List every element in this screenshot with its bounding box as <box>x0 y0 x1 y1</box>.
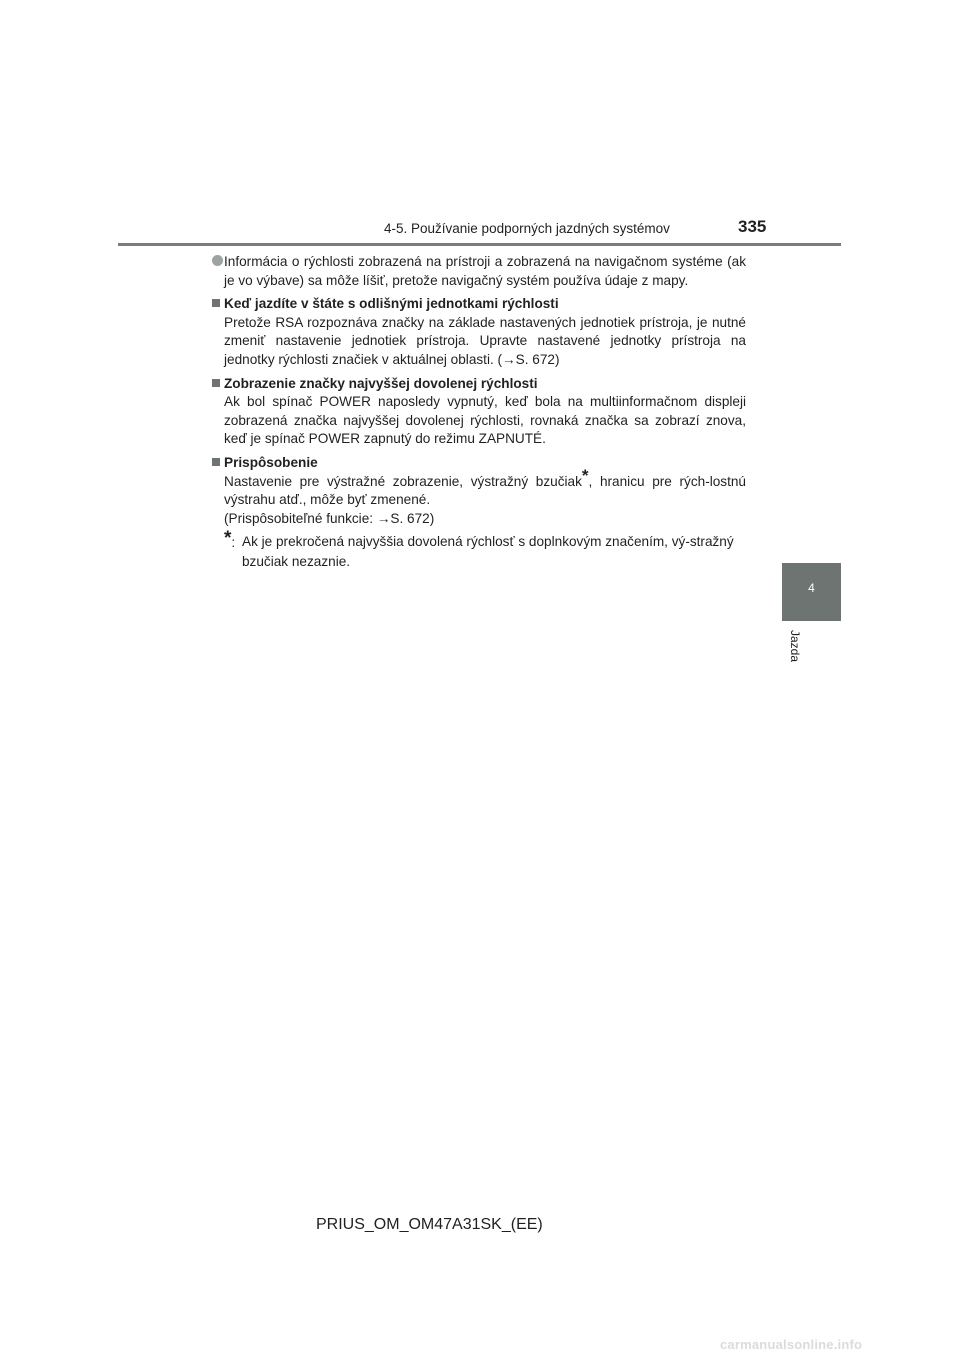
document-code: PRIUS_OM_OM47A31SK_(EE) <box>316 1216 543 1233</box>
section-body <box>224 465 746 510</box>
section-heading: Prispôsobenie <box>224 454 318 470</box>
chapter-label: Jazda <box>788 630 802 663</box>
section-display <box>212 375 746 449</box>
page-number: 335 <box>738 217 767 236</box>
body-part-2: , hranicu pre rých-lostnú výstrahu atď., môže byť zmenené. <box>224 473 746 508</box>
section-body: Ak bol spínač POWER naposledy vypnutý, keď bola na multiinformačnom displeji zobrazená značka najvyššej dovolenej rýchlosti, rovnaká značka sa zobrazí znova, keď je spínač POWER zapnutý do režimu ZAPNUTÉ. <box>224 394 746 447</box>
square-bullet-icon <box>212 379 220 387</box>
asterisk-mark: * <box>581 465 589 485</box>
square-bullet-icon <box>212 458 220 466</box>
bullet-text: Informácia o rýchlosti zobrazená na prístroji a zobrazená na navigačnom systéme (ak je vo výbave) sa môže líšiť, pretože navigačný systém používa údaje z mapy. <box>224 254 746 288</box>
page-content <box>212 253 746 572</box>
section-heading: Zobrazenie značky najvyššej dovolenej rýchlosti <box>224 375 538 391</box>
section-body-line: (Prispôsobiteľné funkcie: →S. 672) <box>224 510 435 526</box>
section-customization <box>212 454 746 528</box>
footnote-mark <box>224 528 236 553</box>
chapter-number: 4 <box>808 581 815 595</box>
section-body: Pretože RSA rozpoznáva značky na základe nastavených jednotiek prístroja, je nutné zmeniť nastavenie jednotiek prístroja. Upravte nastavené jednotky prístroja na jednotky rýchlosti značiek v aktuálnej oblasti. (→S. 672) <box>224 314 746 367</box>
footnote <box>212 528 746 572</box>
body-part-1: Nastavenie pre výstražné zobrazenie, výstražný bzučiak <box>224 473 582 489</box>
section-title: 4-5. Používanie podporných jazdných systémov <box>384 221 670 236</box>
footnote-colon: : <box>231 535 236 551</box>
square-bullet-icon <box>212 299 220 307</box>
bullet-item <box>212 253 746 290</box>
section-units <box>212 295 746 369</box>
chapter-tab[interactable] <box>782 563 841 621</box>
footnote-text: Ak je prekročená najvyššia dovolená rýchlosť s doplnkovým značením, vý-stražný bzučiak nezaznie. <box>242 534 734 570</box>
section-heading: Keď jazdíte v štáte s odlišnými jednotkami rýchlosti <box>224 296 559 312</box>
circle-bullet-icon <box>212 255 223 266</box>
header-divider <box>118 243 841 246</box>
watermark[interactable]: carmanualsonline.info <box>720 1337 863 1352</box>
footnote-asterisk: * <box>224 528 232 550</box>
